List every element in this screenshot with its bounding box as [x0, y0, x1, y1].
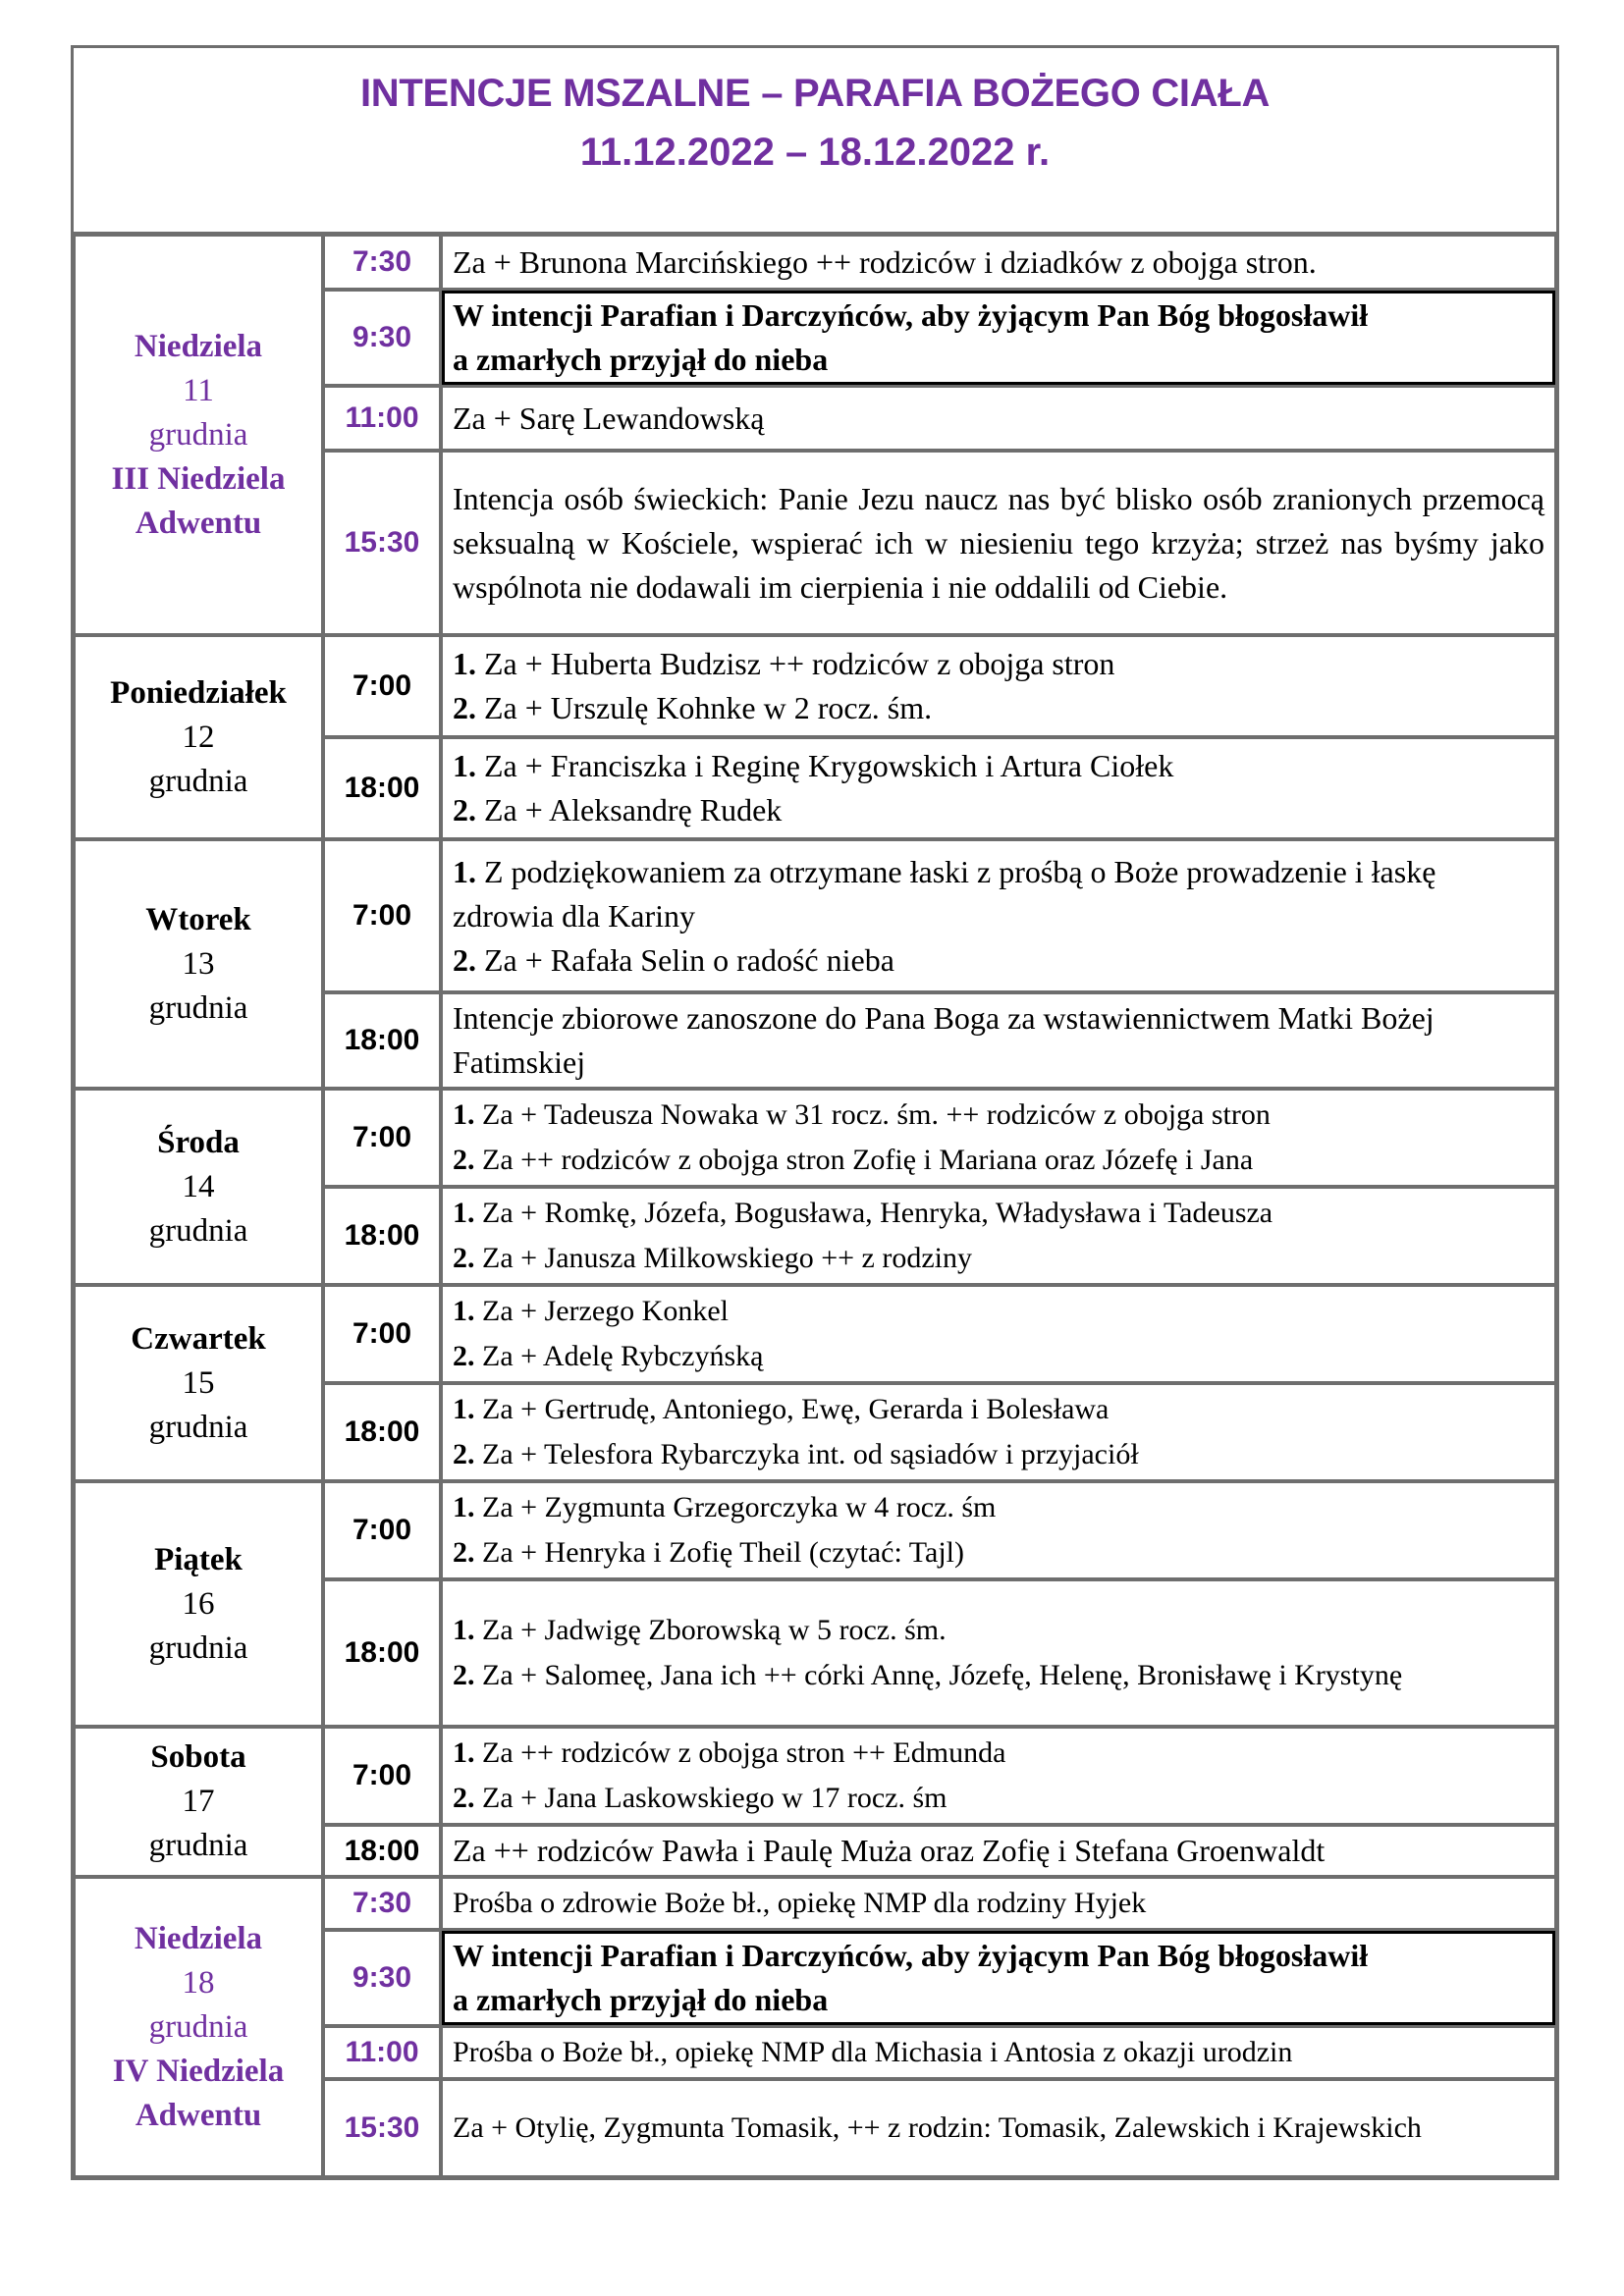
day-month: grudnia — [148, 2008, 248, 2045]
intention-item: 2. Za + Aleksandrę Rudek — [453, 792, 783, 828]
intention-text: Za + Sarę Lewandowską — [453, 400, 765, 436]
day-cell — [74, 635, 323, 839]
intention-text: Intencje zbiorowe zanoszone do Pana Boga za wstawiennictwem Matki Bożej Fatimskiej — [453, 1000, 1435, 1080]
intention-cell — [441, 839, 1556, 992]
day-month: grudnia — [148, 763, 248, 799]
day-name: Środa — [157, 1124, 240, 1160]
intention-item: 2. Za + Rafała Selin o radość nieba — [453, 941, 894, 978]
intention-cell — [441, 737, 1556, 839]
mass-time: 7:30 — [323, 1877, 441, 1930]
day-number: 13 — [182, 945, 215, 982]
mass-time: 9:30 — [323, 290, 441, 386]
intention-item: 1. Za + Romkę, Józefa, Bogusława, Henryka, Władysława i Tadeusza — [453, 1197, 1273, 1229]
intention-item: 1. Za + Tadeusza Nowaka w 31 rocz. śm. ++ rodziców z obojga stron — [453, 1098, 1271, 1131]
intention-cell — [441, 1089, 1556, 1187]
table-row — [74, 839, 1556, 992]
intention-text: Prośba o zdrowie Boże bł., opiekę NMP dla rodziny Hyjek — [453, 1887, 1147, 1919]
intention-text: W intencji Parafian i Darczyńców, aby żyjącym Pan Bóg błogosławił — [453, 1938, 1369, 1973]
intention-text: a zmarłych przyjął do nieba — [453, 342, 829, 377]
intention-item: 2. Za ++ rodziców z obojga stron Zofię i Mariana oraz Józefę i Jana — [453, 1144, 1254, 1176]
intention-cell — [441, 1481, 1556, 1579]
intention-text: Za + Brunona Marcińskiego ++ rodziców i dziadków z obojga stron. — [453, 243, 1317, 280]
intention-cell — [441, 386, 1556, 451]
mass-time: 11:00 — [323, 2026, 441, 2079]
mass-intentions-table — [74, 235, 1556, 2177]
intention-cell — [441, 635, 1556, 737]
day-number: 18 — [182, 1964, 215, 2001]
table-row — [74, 1481, 1556, 1579]
day-number: 12 — [182, 719, 215, 755]
mass-time: 18:00 — [323, 1383, 441, 1481]
day-cell — [74, 839, 323, 1089]
mass-time: 7:00 — [323, 1481, 441, 1579]
mass-time: 18:00 — [323, 1187, 441, 1285]
day-month: grudnia — [148, 416, 248, 453]
table-row — [74, 1727, 1556, 1825]
intention-cell — [441, 2026, 1556, 2079]
day-cell — [74, 1481, 323, 1727]
mass-time: 7:30 — [323, 235, 441, 290]
mass-time: 18:00 — [323, 992, 441, 1089]
liturgical-name-cont: Adwentu — [135, 2097, 262, 2133]
intention-item: 1. Za + Huberta Budzisz ++ rodziców z obojga stron — [453, 646, 1115, 681]
intention-item: 1. Za + Jadwigę Zborowską w 5 rocz. śm. — [453, 1614, 947, 1646]
page-header — [74, 48, 1556, 235]
intention-cell — [441, 235, 1556, 290]
day-number: 17 — [182, 1784, 215, 1819]
mass-time: 11:00 — [323, 386, 441, 451]
intention-text: Za + Otylię, Zygmunta Tomasik, ++ z rodzin: Tomasik, Zalewskich i Krajewskich — [453, 2111, 1422, 2144]
intention-cell — [441, 2079, 1556, 2177]
table-row — [74, 1877, 1556, 1930]
intention-item: 2. Za + Janusza Milkowskiego ++ z rodziny — [453, 1242, 972, 1274]
schedule-sheet — [71, 45, 1559, 2180]
intention-cell — [441, 992, 1556, 1089]
intention-cell — [441, 1187, 1556, 1285]
liturgical-name: IV Niedziela — [112, 2053, 285, 2089]
day-name: Wtorek — [145, 901, 251, 937]
intention-item: 1. Za + Gertrudę, Antoniego, Ewę, Gerarda i Bolesława — [453, 1393, 1110, 1425]
mass-time: 18:00 — [323, 1579, 441, 1727]
intention-item: 2. Za + Henryka i Zofię Theil (czytać: Tajl) — [453, 1536, 965, 1569]
mass-time: 9:30 — [323, 1930, 441, 2026]
mass-time: 18:00 — [323, 1825, 441, 1877]
mass-time: 18:00 — [323, 737, 441, 839]
mass-time: 15:30 — [323, 2079, 441, 2177]
intention-item: 1. Za + Franciszka i Reginę Krygowskich i Artura Ciołek — [453, 748, 1174, 783]
table-row — [74, 235, 1556, 290]
intention-cell — [441, 1930, 1556, 2026]
intention-item: 1. Za + Zygmunta Grzegorczyka w 4 rocz. śm — [453, 1491, 997, 1523]
intention-cell — [441, 1285, 1556, 1383]
day-month: grudnia — [148, 1409, 248, 1445]
intention-text: Za ++ rodziców Pawła i Paulę Muża oraz Zofię i Stefana Groenwaldt — [453, 1833, 1326, 1868]
mass-time: 7:00 — [323, 635, 441, 737]
day-month: grudnia — [148, 1212, 248, 1249]
mass-time: 7:00 — [323, 839, 441, 992]
day-cell — [74, 1877, 323, 2177]
intention-text: Intencja osób świeckich: Panie Jezu naucz nas być blisko osób zranionych przemocą seksualną w Kościele, wspierać ich w niesieniu tego krzyża; strzeż nas byśmy jako wspólnota nie dodawali im cierpienia i nie oddalili od Ciebie. — [453, 480, 1544, 605]
intention-item: 2. Za + Salomeę, Jana ich ++ córki Annę, Józefę, Helenę, Bronisławę i Krystynę — [453, 1659, 1403, 1691]
intention-item: 1. Z podziękowaniem za otrzymane łaski z prośbą o Boże prowadzenie i łaskę zdrowia dla Kariny — [453, 853, 1436, 934]
mass-time: 7:00 — [323, 1727, 441, 1825]
day-name: Piątek — [154, 1541, 243, 1577]
table-row — [74, 1089, 1556, 1187]
day-cell — [74, 235, 323, 635]
day-number: 16 — [182, 1585, 215, 1622]
day-number: 15 — [182, 1364, 215, 1401]
day-cell — [74, 1727, 323, 1877]
intention-item: 2. Za + Urszulę Kohnke w 2 rocz. śm. — [453, 690, 933, 725]
day-month: grudnia — [148, 1629, 248, 1666]
table-row — [74, 1285, 1556, 1383]
day-name: Niedziela — [134, 1920, 263, 1956]
intention-cell — [441, 1579, 1556, 1727]
intention-item: 1. Za + Jerzego Konkel — [453, 1295, 729, 1327]
day-name: Niedziela — [134, 328, 263, 364]
intention-cell — [441, 1727, 1556, 1825]
table-row — [74, 635, 1556, 737]
mass-time: 7:00 — [323, 1089, 441, 1187]
day-name: Poniedziałek — [110, 674, 287, 711]
day-number: 11 — [183, 372, 214, 408]
mass-time: 15:30 — [323, 451, 441, 635]
intention-cell — [441, 1825, 1556, 1877]
day-cell — [74, 1285, 323, 1481]
day-month: grudnia — [148, 1828, 248, 1863]
intention-item: 2. Za + Jana Laskowskiego w 17 rocz. śm — [453, 1782, 947, 1814]
mass-time: 7:00 — [323, 1285, 441, 1383]
day-name: Sobota — [150, 1739, 246, 1775]
day-cell — [74, 1089, 323, 1285]
date-range: 11.12.2022 – 18.12.2022 r. — [579, 131, 1051, 174]
day-month: grudnia — [148, 989, 248, 1026]
intention-item: 2. Za + Adelę Rybczyńską — [453, 1340, 764, 1372]
intention-cell — [441, 1383, 1556, 1481]
liturgical-name-cont: Adwentu — [135, 505, 262, 541]
liturgical-name: III Niedziela — [111, 460, 286, 497]
intention-text: Prośba o Boże bł., opiekę NMP dla Michasia i Antosia z okazji urodzin — [453, 2036, 1293, 2068]
intention-item: 2. Za + Telesfora Rybarczyka int. od sąsiadów i przyjaciół — [453, 1438, 1139, 1470]
day-number: 14 — [182, 1168, 215, 1204]
page-title: INTENCJE MSZALNE – PARAFIA BOŻEGO CIAŁA — [359, 72, 1271, 115]
intention-cell — [441, 1877, 1556, 1930]
intention-text: W intencji Parafian i Darczyńców, aby żyjącym Pan Bóg błogosławił — [453, 297, 1369, 333]
intention-cell — [441, 290, 1556, 386]
day-name: Czwartek — [131, 1320, 266, 1357]
intention-item: 1. Za ++ rodziców z obojga stron ++ Edmunda — [453, 1736, 1006, 1769]
intention-text: a zmarłych przyjął do nieba — [453, 1982, 829, 2017]
intention-cell — [441, 451, 1556, 635]
